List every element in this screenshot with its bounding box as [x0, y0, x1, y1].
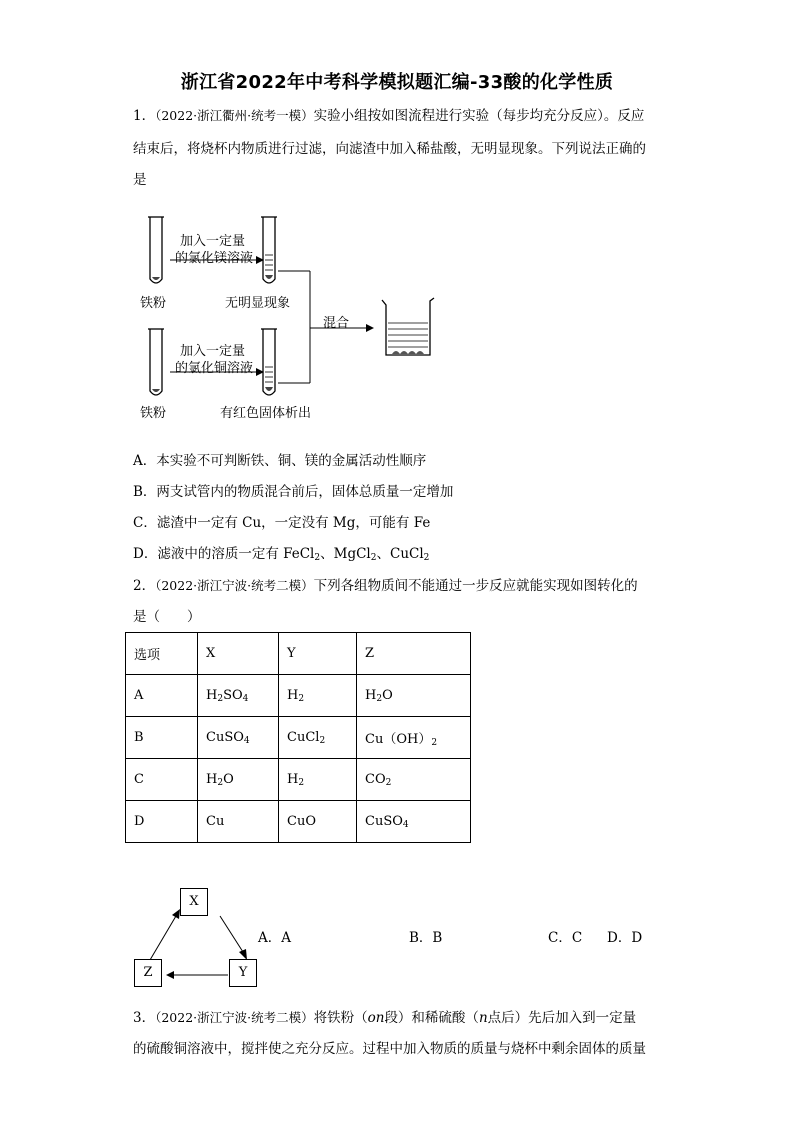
q1-option-c[interactable]: C．滤渣中一定有 Cu，一定没有 Mg，可能有 Fe: [133, 515, 431, 531]
q1-option-d-prefix: D．滤液中的溶质一定有 FeCl: [133, 546, 315, 562]
q1-source: （2022·浙江衢州·统考一模）: [155, 108, 314, 123]
top-iron-tube: [148, 217, 164, 283]
cell-option: D: [126, 801, 198, 843]
header-option: 选项: [126, 633, 198, 675]
cell-x: $H_2SO_4$: [198, 675, 279, 717]
q2-options-table: [125, 632, 471, 843]
q1-stem-line2: 结束后，将烧杯内物质进行过滤，向滤渣中加入稀盐酸，无明显现象。下列说法正确的: [133, 141, 646, 157]
node-z: Z: [134, 959, 162, 987]
header-x: X: [198, 633, 279, 675]
table-row: [126, 717, 471, 759]
top-arrow-label-1: 加入一定量: [180, 234, 246, 249]
cell-z: $Cu(OH)_2$: [357, 717, 471, 759]
cell-y: CuCl$_2$: [279, 717, 357, 759]
sub: 2: [314, 553, 321, 563]
q3-stem-line2: 的硫酸铜溶液中，搅拌使之充分反应。过程中加入物质的质量与烧杯中剩余固体的质量: [133, 1041, 646, 1057]
table-header-row: [126, 633, 471, 675]
cell-x: $H_2O$: [198, 759, 279, 801]
q1-option-b[interactable]: B．两支试管内的物质混合前后，固体总质量一定增加: [133, 484, 454, 500]
q2-number: 2．: [133, 578, 156, 594]
table-row: [126, 675, 471, 717]
q1-number: 1．: [133, 108, 156, 124]
header-y: Y: [279, 633, 357, 675]
node-x: X: [180, 888, 208, 916]
q2-stem-line2: 是（ ）: [133, 609, 201, 625]
q2-source: （2022·浙江宁波·统考二模）: [155, 578, 314, 593]
header-z: Z: [357, 633, 471, 675]
q1-stem-line1: [133, 106, 644, 126]
q2-choice-c[interactable]: C．C: [548, 930, 583, 946]
node-y: Y: [229, 959, 257, 987]
top-tube-label: 铁粉: [140, 296, 167, 311]
beaker: [382, 298, 434, 355]
q2-stem-line1: [133, 576, 638, 596]
table-row: [126, 759, 471, 801]
q1-option-a[interactable]: A．本实验不可判断铁、铜、镁的金属活动性顺序: [133, 453, 427, 469]
q3-number: 3．: [133, 1010, 156, 1026]
cell-y: $H_2$: [279, 675, 357, 717]
bottom-arrow-label-2: 的氯化铜溶液: [175, 361, 254, 376]
bottom-tube-label: 铁粉: [140, 406, 167, 421]
q1-option-d-mid1: 、MgCl: [320, 546, 371, 562]
q1-stem-text1: 实验小组按如图流程进行实验（每步均充分反应）。反应: [313, 108, 645, 124]
table-row: [126, 801, 471, 843]
cell-x: Cu: [198, 801, 279, 843]
experiment-diagram: [130, 205, 450, 420]
cell-z: CuSO$_4$: [357, 801, 471, 843]
cell-option: B: [126, 717, 198, 759]
q1-stem-line3: 是: [133, 172, 147, 188]
q1-option-d-mid2: 、CuCl: [376, 546, 424, 562]
cell-y: CuO: [279, 801, 357, 843]
mix-label: 混合: [323, 316, 350, 331]
cell-z: $CO_2$: [357, 759, 471, 801]
q2-stem-text1: 下列各组物质间不能通过一步反应就能实现如图转化的: [313, 578, 638, 594]
cell-y: $H_2$: [279, 759, 357, 801]
top-result-label: 无明显现象: [225, 296, 291, 311]
sub: 2: [370, 553, 377, 563]
cell-x: CuSO$_4$: [198, 717, 279, 759]
sub: 2: [423, 553, 430, 563]
bottom-iron-tube: [148, 329, 164, 395]
q1-option-d[interactable]: [133, 544, 429, 564]
cell-option: A: [126, 675, 198, 717]
q2-choice-d[interactable]: D．D: [607, 930, 643, 946]
q3-source: （2022·浙江宁波·统考二模）: [155, 1010, 314, 1025]
page-title: 浙江省2022年中考科学模拟题汇编-33酸的化学性质: [180, 72, 614, 93]
bottom-arrow-label-1: 加入一定量: [180, 344, 246, 359]
top-arrow-label-2: 的氯化镁溶液: [175, 251, 254, 266]
bottom-result-label: 有红色固体析出: [220, 406, 312, 421]
top-result-tube: [261, 217, 277, 283]
cell-option: C: [126, 759, 198, 801]
q3-stem-line1: 3．（2022·浙江宁波·统考二模）将铁粉（on段）和稀硫酸（n点后）先后加入到一定量: [133, 1010, 637, 1026]
bottom-result-tube: [261, 329, 277, 395]
cell-z: $H_2O$: [357, 675, 471, 717]
q2-choice-a[interactable]: A．A: [258, 930, 291, 946]
q2-choice-b[interactable]: B．B: [409, 930, 443, 946]
